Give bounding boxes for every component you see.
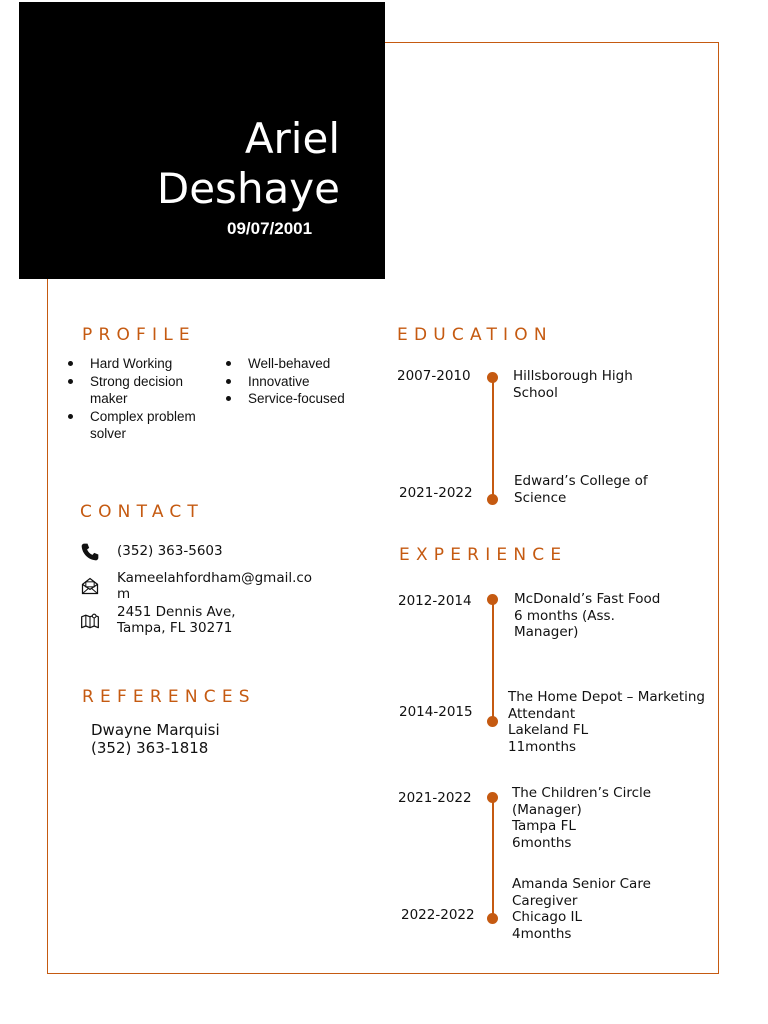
experience-entry (512, 785, 651, 851)
contact-address (117, 604, 236, 636)
timeline-dot (487, 594, 498, 605)
experience-entry-line: Amanda Senior Care (512, 876, 651, 892)
list-item: Complex problem solver (66, 408, 201, 443)
experience-entry (514, 591, 660, 641)
experience-entry-line: Manager) (514, 624, 579, 641)
timeline-dot (487, 792, 498, 803)
contact-heading: CONTACT (80, 502, 205, 522)
experience-timeline-line (492, 599, 494, 721)
reference-phone: (352) 363-1818 (91, 739, 209, 757)
experience-entry-line: The Home Depot – Marketing (508, 689, 705, 705)
list-item: Well-behaved (224, 355, 374, 373)
education-entry-line: Edward’s College of (514, 473, 648, 489)
contact-address-line: Tampa, FL 30271 (117, 620, 233, 636)
contact-email-line: m (117, 586, 131, 602)
contact-address-line: 2451 Dennis Ave, (117, 604, 236, 620)
experience-entry-line: Attendant (508, 705, 576, 722)
education-entry (513, 368, 633, 401)
experience-timeline-line (492, 797, 494, 918)
experience-heading: EXPERIENCE (399, 545, 568, 565)
experience-dates: 2021-2022 (398, 790, 472, 806)
timeline-dot (487, 494, 498, 505)
experience-dates: 2022-2022 (401, 907, 475, 923)
reference-entry (91, 721, 220, 757)
experience-entry-line: Chicago IL (512, 909, 583, 926)
experience-entry-line: 6months (512, 834, 572, 851)
list-item: Innovative (224, 373, 374, 391)
phone-icon (80, 542, 100, 562)
list-item: Service-focused (224, 390, 374, 408)
experience-entry-line: (Manager) (512, 801, 582, 818)
experience-dates: 2012-2014 (398, 593, 472, 609)
education-dates: 2007-2010 (397, 368, 471, 384)
experience-entry-line: Lakeland FL (508, 722, 589, 739)
experience-entry (512, 876, 651, 942)
last-name: Deshaye (156, 164, 340, 213)
map-icon (80, 611, 100, 631)
profile-list-right (224, 355, 374, 408)
email-icon (80, 576, 100, 596)
references-heading: REFERENCES (82, 687, 256, 707)
education-dates: 2021-2022 (399, 485, 473, 501)
timeline-dot (487, 913, 498, 924)
profile-list-left (66, 355, 201, 443)
contact-email (117, 570, 312, 602)
education-entry-line: Hillsborough High (513, 368, 633, 384)
timeline-dot (487, 372, 498, 383)
list-item: Hard Working (66, 355, 201, 373)
education-entry-line: Science (514, 489, 567, 506)
experience-entry-line: Tampa FL (512, 818, 576, 835)
experience-entry-line: McDonald’s Fast Food (514, 591, 661, 607)
date-of-birth: 09/07/2001 (227, 219, 313, 238)
education-entry-line: School (513, 384, 558, 401)
experience-entry (508, 689, 705, 755)
experience-entry-line: 6 months (Ass. (514, 607, 615, 624)
education-entry (514, 473, 648, 506)
experience-entry-line: 4months (512, 925, 572, 942)
first-name: Ariel (244, 114, 340, 163)
reference-name: Dwayne Marquisi (91, 721, 220, 739)
education-heading: EDUCATION (397, 325, 553, 345)
contact-phone: (352) 363-5603 (117, 543, 223, 559)
experience-dates: 2014-2015 (399, 704, 473, 720)
education-timeline-line (492, 377, 494, 499)
profile-heading: PROFILE (82, 325, 196, 345)
experience-entry-line: Caregiver (512, 892, 578, 909)
list-item: Strong decision maker (66, 373, 201, 408)
experience-entry-line: 11months (508, 738, 577, 755)
timeline-dot (487, 716, 498, 727)
contact-email-line: Kameelahfordham@gmail.co (117, 570, 313, 586)
experience-entry-line: The Children’s Circle (512, 785, 652, 801)
